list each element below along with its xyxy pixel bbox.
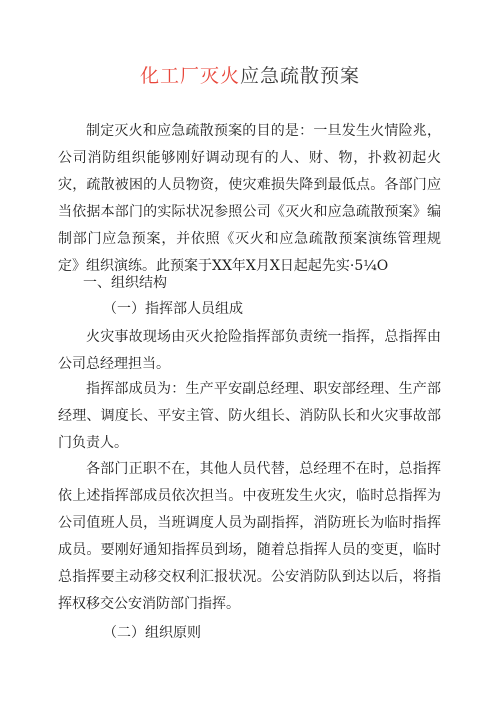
section-heading-organization: 一、组织结构 (83, 275, 167, 291)
subsection-heading-principles: （二）组织原则 (103, 625, 201, 641)
paragraph-substitution: 各部门正职不在，其他人员代替，总经理不在时，总指挥依上述指挥部成员依次担当。中夜班发生火灾，临时总指挥为公司值班人员，当班调度人员为副指挥，消防班长为临时指挥成员。要刚好通知指挥员到场，随着总指挥人员的变更，临时总指挥要主动移交权利汇报状况。公安消防队到达以后，将指挥权移交公安消防部门指挥。 (58, 461, 441, 612)
document-title (0, 61, 500, 88)
paragraph-command: 火灾事故现场由灭火抢险指挥部负责统一指挥，总指挥由公司总经理担当。 (58, 329, 441, 372)
intro-paragraph: 制定灭火和应急疏散预案的目的是：一旦发生火情险兆，公司消防组织能够刚好调动现有的人、财、物，扑救初起火灾，疏散被困的人员物资，使灾难损失降到最低点。各部门应当依据本部门的实际状况参照公司《灭火和应急疏散预案》编制部门应急预案，并依照《灭火和应急疏散预案演练管理规定》组织演练。此预案于XX年X月X日起起先实·5¼O (58, 123, 441, 274)
subsection-heading-command-members: （一）指挥部人员组成 (103, 301, 243, 317)
title-highlight: 化工厂灭火 (139, 65, 240, 87)
paragraph-members: 指挥部成员为：生产平安副总经理、职安部经理、生产部经理、调度长、平安主管、防火组长、消防队长和火灾事故部门负责人。 (58, 381, 441, 451)
title-rest: 应急疏散预案 (240, 65, 361, 87)
